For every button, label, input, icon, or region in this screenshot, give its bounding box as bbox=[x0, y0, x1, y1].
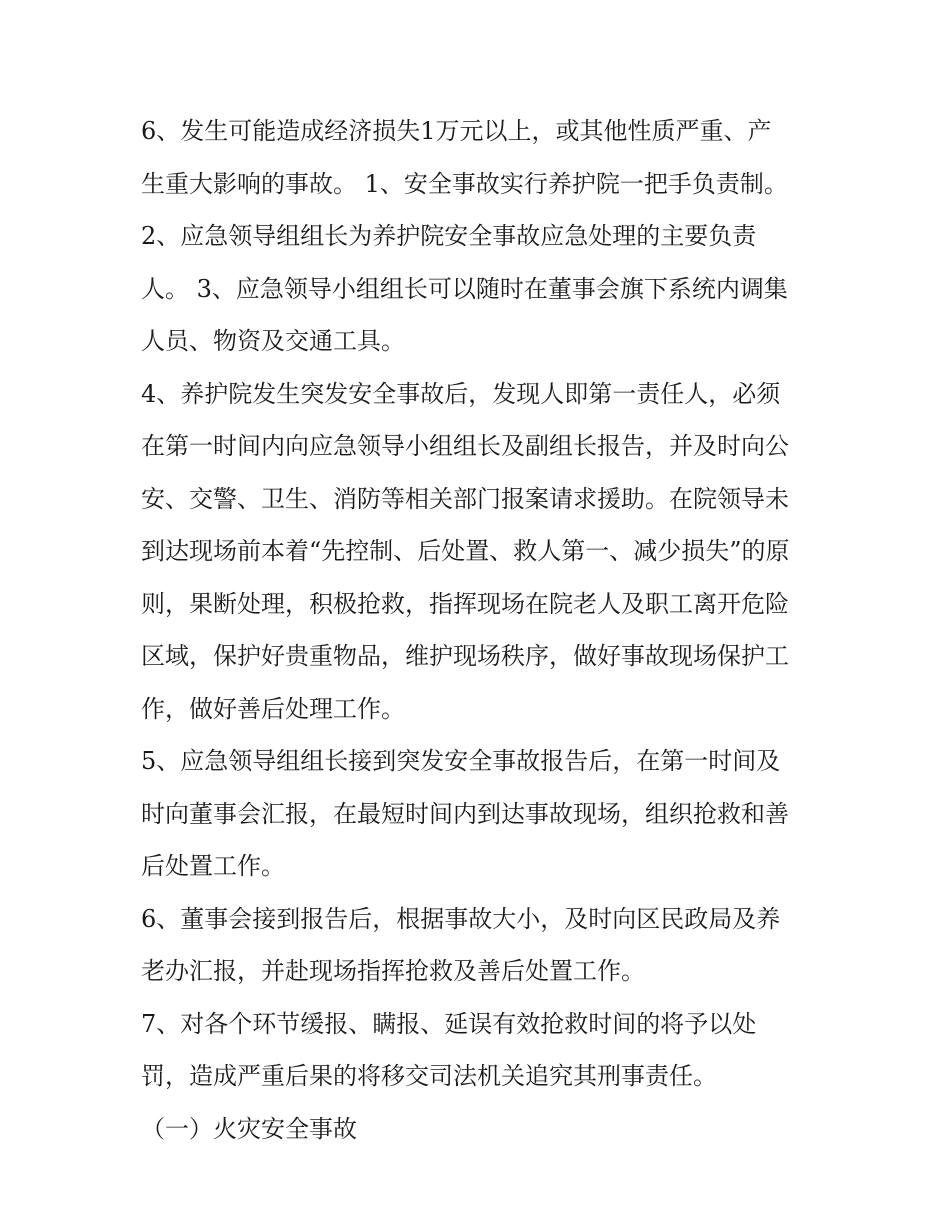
text-line: 安、交警、卫生、消防等相关部门报案请求援助。在院领导未 bbox=[141, 484, 789, 513]
text-line: 后处置工作。 bbox=[141, 852, 285, 880]
document-body bbox=[141, 105, 821, 1155]
text-line: 在第一时间内向应急领导小组组长及副组长报告，并及时向公 bbox=[141, 432, 789, 460]
text-line: 作，做好善后处理工作。 bbox=[141, 694, 405, 723]
text-line: 人。 3、应急领导小组组长可以随时在董事会旗下系统内调集 bbox=[141, 274, 788, 303]
text-line: 老办汇报，并赴现场指挥抢救及善后处置工作。 bbox=[141, 957, 645, 985]
text-line: 罚，造成严重后果的将移交司法机关追究其刑事责任。 bbox=[141, 1062, 717, 1090]
text-line: 生重大影响的事故。 1、安全事故实行养护院一把手负责制。 bbox=[141, 169, 788, 198]
text-line: 则，果断处理，积极抢救，指挥现场在院老人及职工离开危险 bbox=[141, 589, 789, 618]
text-line: 6、发生可能造成经济损失1万元以上，或其他性质严重、产 bbox=[141, 117, 772, 145]
text-line: 6、董事会接到报告后，根据事故大小，及时向区民政局及养 bbox=[141, 904, 781, 933]
text-line: 人员、物资及交通工具。 bbox=[141, 327, 405, 355]
text-line: 2、应急领导组组长为养护院安全事故应急处理的主要负责 bbox=[141, 222, 757, 250]
text-line: 时向董事会汇报，在最短时间内到达事故现场，组织抢救和善 bbox=[141, 799, 789, 828]
text-line: 4、养护院发生突发安全事故后，发现人即第一责任人，必须 bbox=[141, 379, 781, 408]
section-heading: （一）火灾安全事故 bbox=[141, 1114, 357, 1143]
text-line: 区域，保护好贵重物品，维护现场秩序，做好事故现场保护工 bbox=[141, 642, 789, 670]
text-line: 到达现场前本着“先控制、后处置、救人第一、减少损失”的原 bbox=[141, 537, 790, 565]
text-line: 5、应急领导组组长接到突发安全事故报告后，在第一时间及 bbox=[141, 747, 781, 775]
text-line: 7、对各个环节缓报、瞒报、延误有效抢救时间的将予以处 bbox=[141, 1009, 757, 1038]
